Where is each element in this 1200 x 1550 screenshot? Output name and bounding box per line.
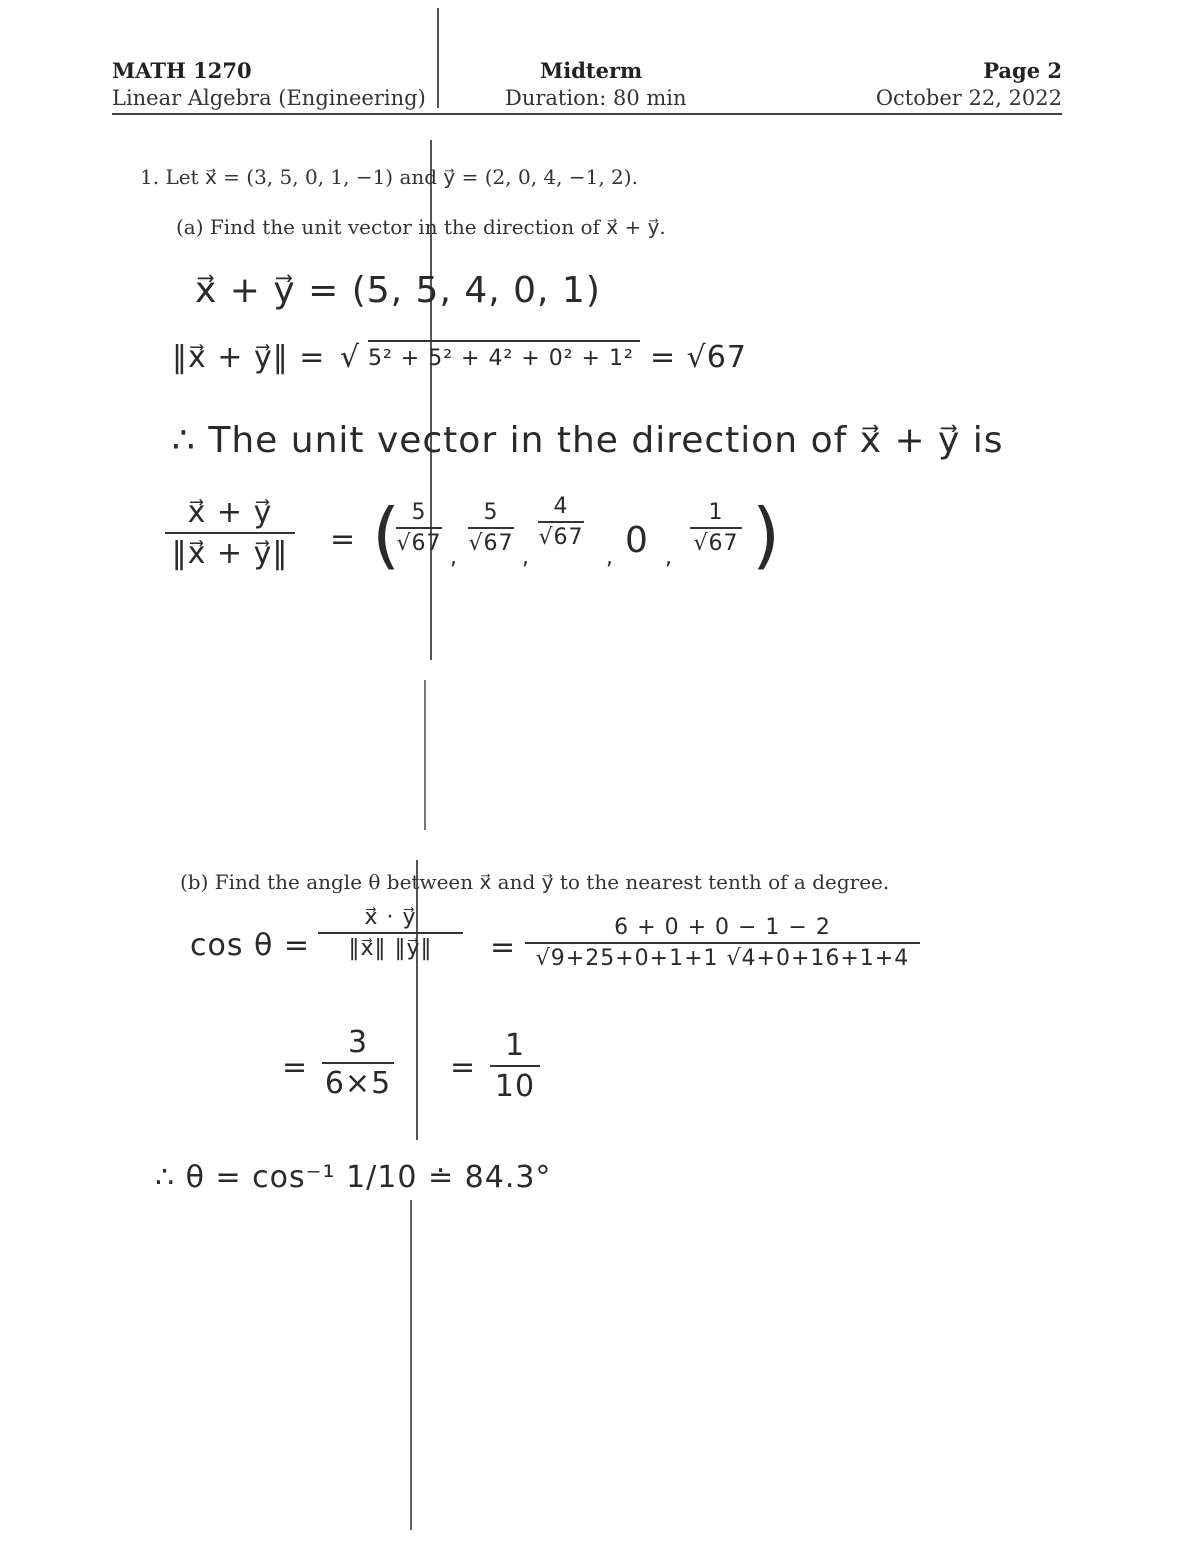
fraction-numerator: 6 + 0 + 0 − 1 − 2: [614, 915, 831, 940]
exam-date: October 22, 2022: [875, 86, 1062, 110]
scan-fold-line-low: [416, 860, 418, 1140]
fraction-bar: [322, 1062, 394, 1064]
component-3-num: 4: [553, 494, 569, 519]
fraction-bar: [468, 527, 514, 529]
header-rule: [112, 113, 1062, 115]
fraction-bar: [690, 527, 742, 529]
work-a-unit-fraction: [165, 495, 295, 571]
work-a-norm-result: = √67: [650, 340, 747, 375]
comma: ,: [522, 545, 530, 570]
scan-fold-line-top: [437, 8, 439, 108]
component-3: [538, 494, 584, 550]
component-5-num: 1: [708, 500, 724, 525]
fraction-bar: [396, 527, 442, 529]
work-b-fraction-3: [322, 1025, 394, 1101]
component-4: 0: [625, 520, 649, 561]
work-b-equals-3: =: [282, 1050, 309, 1085]
component-5-den: √67: [693, 531, 739, 556]
course-code: MATH 1270: [112, 58, 252, 83]
work-b-equals-4: =: [450, 1050, 477, 1085]
component-1-num: 5: [411, 500, 427, 525]
component-1-den: √67: [396, 531, 442, 556]
component-1: [396, 500, 442, 556]
comma: ,: [450, 545, 458, 570]
work-a-norm-left: ‖x⃗ + y⃗‖ =: [172, 340, 326, 375]
course-name: Linear Algebra (Engineering): [112, 86, 426, 110]
fraction-bar: [490, 1065, 540, 1067]
right-paren: ): [752, 493, 782, 577]
component-2-num: 5: [483, 500, 499, 525]
comma: ,: [665, 545, 673, 570]
scan-fold-line-bottom: [410, 1200, 412, 1530]
fraction-bar: [165, 532, 295, 534]
fraction-denominator: 6×5: [324, 1066, 392, 1101]
fraction-numerator: 3: [347, 1025, 369, 1060]
work-a-sum: x⃗ + y⃗ = (5, 5, 4, 0, 1): [195, 270, 601, 311]
work-a-conclusion: ∴ The unit vector in the direction of x⃗ + y⃗ is: [172, 420, 1004, 461]
scan-fold-line-lower: [424, 680, 426, 830]
exam-duration: Duration: 80 min: [505, 86, 687, 110]
fraction-denominator: √9+25+0+1+1 √4+0+16+1+4: [535, 946, 910, 971]
left-paren: (: [372, 493, 402, 577]
part-b-prompt: (b) Find the angle θ between x⃗ and y⃗ to the nearest tenth of a degree.: [180, 870, 890, 894]
work-b-fraction-2: [525, 915, 920, 971]
exam-type: Midterm: [540, 58, 643, 83]
component-5: [690, 500, 742, 556]
work-b-cos-label: cos θ =: [190, 928, 311, 963]
work-a-equals: =: [330, 522, 357, 557]
work-b-final-answer: ∴ θ = cos⁻¹ 1/10 ≐ 84.3°: [155, 1160, 552, 1195]
work-a-norm-radicand: 5² + 5² + 4² + 0² + 1²: [368, 340, 640, 371]
work-b-fraction-4: [490, 1028, 540, 1104]
fraction-bar: [318, 932, 463, 934]
work-a-norm-sqrt-sign: √: [340, 340, 361, 375]
question-1-stem: 1. Let x⃗ = (3, 5, 0, 1, −1) and y⃗ = (2, 0, 4, −1, 2).: [140, 165, 638, 189]
component-2-den: √67: [468, 531, 514, 556]
work-b-fraction-1: [318, 905, 463, 961]
fraction-numerator: x⃗ · y⃗: [364, 905, 417, 930]
fraction-denominator: ‖x⃗ + y⃗‖: [171, 536, 289, 571]
fraction-denominator: ‖x⃗‖ ‖y⃗‖: [348, 936, 433, 961]
work-b-equals-2: =: [490, 930, 517, 965]
fraction-numerator: x⃗ + y⃗: [187, 495, 273, 530]
part-a-prompt: (a) Find the unit vector in the direction of x⃗ + y⃗.: [176, 215, 666, 239]
fraction-denominator: 10: [494, 1069, 536, 1104]
page-number: Page 2: [983, 58, 1062, 83]
component-3-den: √67: [538, 525, 584, 550]
fraction-bar: [538, 521, 584, 523]
fraction-bar: [525, 942, 920, 944]
fraction-numerator: 1: [504, 1028, 526, 1063]
comma: ,: [606, 545, 614, 570]
component-2: [468, 500, 514, 556]
